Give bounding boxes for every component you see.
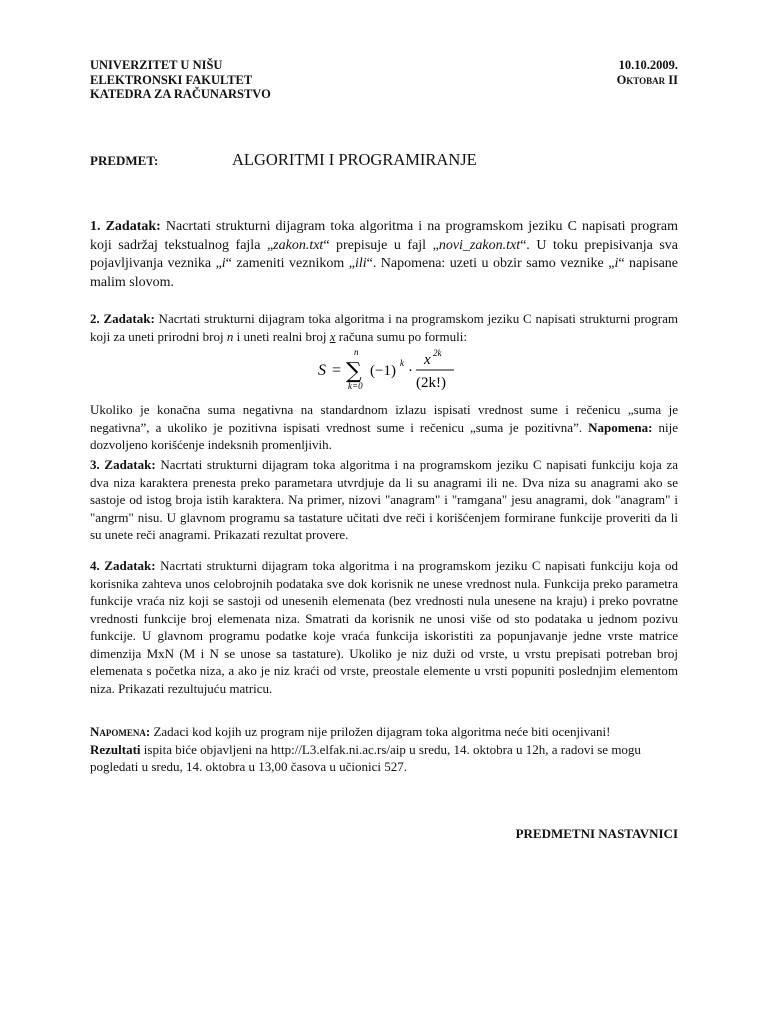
task-4	[90, 557, 678, 697]
variable-x: x	[329, 328, 336, 344]
task-1-text: “ zameniti veznikom „	[225, 256, 355, 271]
subject-label: PREDMET:	[90, 153, 159, 168]
task-2-text: Nacrtati strukturni dijagram toka algoritma i na programskom jeziku C napisati strukturni program koji za uneti prirodni broj	[90, 311, 678, 344]
formula-numerator-exponent: 2k	[433, 348, 442, 358]
task-2-note-label: Napomena:	[588, 419, 653, 435]
task-2	[90, 310, 678, 454]
task-2-text: računa sumu po formuli:	[335, 328, 467, 344]
task-3-label: 3. Zadatak:	[90, 457, 156, 472]
sum-upper-limit: n	[354, 347, 359, 357]
conjunction-ili: ili	[354, 256, 367, 271]
task-3	[90, 456, 678, 544]
task-2-text: nije dozvoljeno korišćenje indeksnih promenljivih.	[90, 419, 678, 452]
task-2-text: i uneti realni broj	[233, 328, 330, 344]
task-1-text: “. Napomena: uzeti u obzir samo veznike „	[366, 256, 615, 271]
sigma-icon: ∑	[346, 359, 362, 384]
task-1-text: “. U toku prepisivanja sva pojavljivanja veznika „	[90, 237, 678, 271]
exam-term: Oktobar II	[616, 72, 678, 87]
formula-numerator: x	[424, 352, 431, 368]
variable-n: n	[226, 328, 234, 344]
conjunction-i: i	[614, 256, 619, 271]
exam-date: 10.10.2009.	[618, 58, 678, 72]
exam-date-header	[617, 58, 678, 87]
results-label: Rezultati	[90, 741, 141, 757]
formula-lhs: S	[318, 362, 326, 379]
formula-sign-exponent: k	[400, 358, 404, 368]
formula-sign-term: (−1)	[370, 363, 396, 379]
note-text: Zadaci kod kojih uz program nije priložen dijagram toka algoritma neće biti ocenjivani!	[150, 724, 611, 739]
task-3-text: Nacrtati strukturni dijagram toka algoritma i na programskom jeziku C napisati funkciju koja za dva niza karaktera prenesta preko parametara utvrdjuje da li su anagrami ili ne. Dva niza su anagrami ako se sastoje od istog broja istih karaktera. Na primer, nizovi "anagram" i "ramgana" jesu anagrami, dok "anagram" i "angrm" nisu. U glavnom programu sa tastature učitati dve reči i korišćenjem formirane funkcije proveriti da li su unete reči anagrami. Prikazati rezultat provere.	[90, 457, 678, 542]
faculty-name: ELEKTRONSKI FAKULTET	[90, 72, 253, 87]
target-file-name: novi_zakon.txt	[438, 237, 521, 253]
exam-note	[90, 723, 690, 776]
institution-header	[90, 58, 271, 102]
subject-name: ALGORITMI I PROGRAMIRANJE	[232, 150, 477, 169]
sum-lower-limit: k=0	[348, 381, 363, 391]
task-1-label: 1. Zadatak:	[90, 219, 161, 234]
task-1-text: Nacrtati strukturni dijagram toka algoritma i na programskom jeziku C napisati program koji sadržaj tekstualnog fajla „	[90, 219, 679, 253]
results-text: ispita biće objavljeni na http://L3.elfak.ni.ac.rs/aip u sredu, 14. oktobra u 12h, a radovi se mogu pogledati u sredu, 14. oktobra u 13,00 časova u učionici 527.	[90, 741, 641, 774]
task-2-label: 2. Zadatak:	[90, 311, 155, 326]
source-file-name: zakon.txt	[273, 237, 324, 253]
sum-formula-graphic	[284, 345, 484, 401]
task-1-text: “ napisane malim slovom.	[90, 256, 678, 290]
task-4-text: Nacrtati strukturni dijagram toka algoritma i na programskom jeziku C napisati funkciju koja od korisnika zahteva unos celobrojnih podataka sve dok korisnik ne unese vrednost nula. Funkcija preko parametra funkcije vraća niz koji se sastoji od unesenih elemenata (bez vrednosti nula unesene na kraju) i preko povratne vrednosti funkcije broj elemenata niza. Smatrati da korisnik ne unosi više od sto podataka u jednom pozivu funkcije. U glavnom programu podatke koje vraća funkcija iskoristiti za popunjavanje jedne vrste matrice dimenzija MxN (M i N se unose sa tastature). Ukoliko je niz duži od vrste, u vrstu prepisati potreban broj elemenata s početka niza, a ako je niz kraći od vrste, preostale elemente u vrsti popuniti poslednjim elementom niza. Prikazati rezultujuću matricu.	[90, 558, 678, 696]
formula-denominator: (2k!)	[416, 375, 446, 391]
department-name: KATEDRA ZA RAČUNARSTVO	[90, 87, 271, 101]
task-1	[90, 218, 678, 292]
signature: PREDMETNI NASTAVNICI	[515, 826, 678, 841]
sum-formula	[90, 345, 678, 401]
conjunction-i: i	[221, 256, 226, 271]
task-4-label: 4. Zadatak:	[90, 558, 156, 573]
university-name: UNIVERZITET U NIŠU	[90, 58, 223, 72]
formula-equals: =	[332, 362, 342, 379]
note-label: Napomena:	[90, 724, 151, 739]
task-1-text: “ prepisuje u fajl „	[323, 237, 439, 253]
formula-dot: ·	[408, 363, 413, 379]
task-2-text: Ukoliko je konačna suma negativna na standardnom izlazu ispisati vrednost sume i rečenicu „suma je negativna”, a ukoliko je pozitivna ispisati vrednost sume i rečenicu „suma je pozitivna”.	[90, 402, 678, 435]
